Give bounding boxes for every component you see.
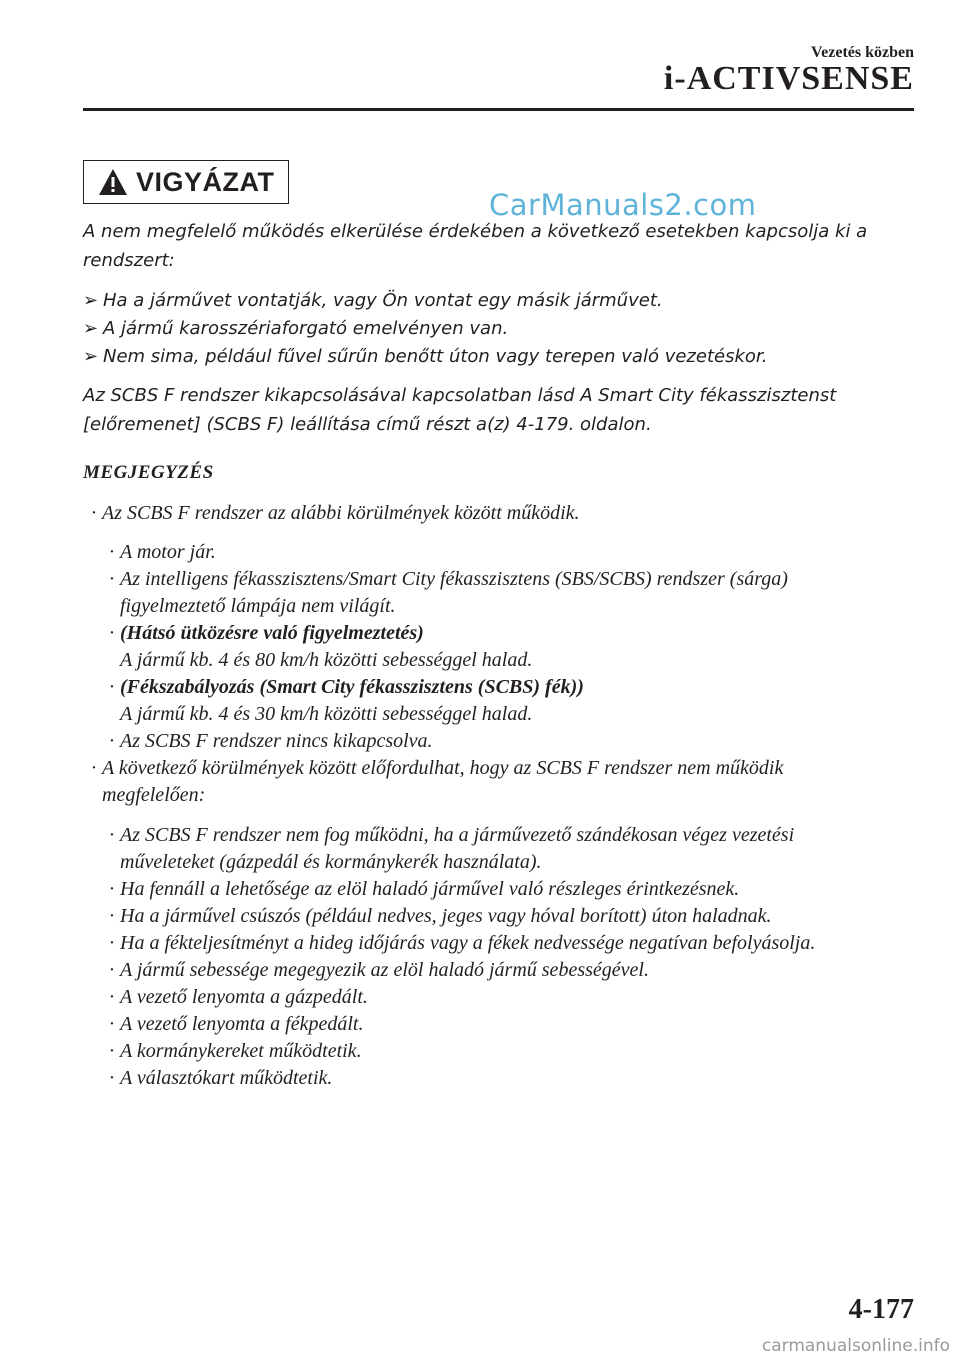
bullet-dot-icon: · (108, 730, 116, 752)
bullet-dot-icon: · (108, 905, 116, 927)
note-item-continuation: megfelelően: (102, 784, 206, 806)
note-item: · A következő körülmények között előfordulhat, hogy az SCBS F rendszer nem működik (86, 755, 783, 782)
caution-label: VIGYÁZAT (136, 166, 275, 197)
bullet-dot-icon: · (90, 502, 98, 524)
arrow-icon: ➢ (83, 290, 99, 311)
bullet-dot-icon: · (108, 986, 116, 1008)
bullet-dot-icon: · (108, 824, 116, 846)
note-subitem: · Ha fennáll a lehetősége az elöl haladó járművel való részleges érintkezésnek. (104, 876, 739, 903)
warning-intro-line1: A nem megfelelő működés elkerülése érdekében a következő esetekben kapcsolja ki a (83, 221, 868, 242)
note-heading: MEGJEGYZÉS (83, 462, 214, 483)
note-subitem-continuation: figyelmeztető lámpája nem világít. (120, 595, 396, 617)
bullet-dot-icon: · (108, 1067, 116, 1089)
warning-bullet: ➢ Ha a járművet vontatják, vagy Ön vontat egy másik járművet. (83, 287, 663, 315)
bullet-dot-icon: · (108, 1040, 116, 1062)
note-subitem: · Ha a járművel csúszós (például nedves, jeges vagy hóval borított) úton haladnak. (104, 903, 772, 930)
note-subitem: · Az intelligens fékasszisztens/Smart City fékasszisztens (SBS/SCBS) rendszer (sárga) (104, 566, 788, 593)
caution-box (83, 160, 289, 204)
arrow-icon: ➢ (83, 346, 99, 367)
bullet-dot-icon: · (108, 959, 116, 981)
bullet-dot-icon: · (108, 932, 116, 954)
note-subitem: · A vezető lenyomta a fékpedált. (104, 1011, 363, 1038)
bullet-dot-icon: · (108, 878, 116, 900)
note-subitem: · A választókart működtetik. (104, 1065, 332, 1092)
watermark: CarManuals2.com (489, 188, 757, 222)
footer-watermark: carmanualsonline.info (761, 1336, 950, 1356)
bullet-dot-icon: · (90, 757, 98, 779)
warning-bullet: ➢ Nem sima, például fűvel sűrűn benőtt úton vagy terepen való vezetéskor. (83, 343, 767, 371)
note-subitem: · Az SCBS F rendszer nem fog működni, ha a járművezető szándékosan végez vezetési (104, 822, 794, 849)
header-rule (83, 108, 914, 111)
note-subitem-continuation: A jármű kb. 4 és 30 km/h közötti sebességgel halad. (120, 703, 533, 725)
bullet-dot-icon: · (108, 622, 116, 644)
arrow-icon: ➢ (83, 318, 99, 339)
header-title: i-ACTIVSENSE (663, 60, 914, 97)
note-subitem: · A jármű sebessége megegyezik az elöl haladó jármű sebességével. (104, 957, 649, 984)
note-subitem: · Ha a fékteljesítményt a hideg időjárás vagy a fékek nedvessége negatívan befolyásolja. (104, 930, 815, 957)
note-subitem: · (Fékszabályozás (Smart City fékasszisztens (SCBS) fék)) (104, 674, 584, 701)
note-subitem: · A kormánykereket működtetik. (104, 1038, 362, 1065)
bullet-dot-icon: · (108, 568, 116, 590)
bullet-dot-icon: · (108, 1013, 116, 1035)
warning-bullet: ➢ A jármű karosszériaforgató emelvényen van. (83, 315, 508, 343)
note-item: · Az SCBS F rendszer az alábbi körülmények között működik. (86, 500, 580, 527)
warning-triangle-icon (98, 168, 128, 196)
note-subitem: · A vezető lenyomta a gázpedált. (104, 984, 368, 1011)
note-subitem: · Az SCBS F rendszer nincs kikapcsolva. (104, 728, 433, 755)
page-number: 4-177 (848, 1294, 914, 1325)
note-subitem: · (Hátsó ütközésre való figyelmeztetés) (104, 620, 424, 647)
bullet-dot-icon: · (108, 541, 116, 563)
note-subitem: · A motor jár. (104, 539, 216, 566)
header-section: Vezetés közben (811, 44, 914, 61)
warning-intro-line2: rendszert: (83, 250, 175, 271)
warning-reference-line2: [előremenet] (SCBS F) leállítása című részt a(z) 4-179. oldalon. (83, 414, 652, 435)
note-subitem-continuation: A jármű kb. 4 és 80 km/h közötti sebességgel halad. (120, 649, 533, 671)
note-subitem-continuation: műveleteket (gázpedál és kormánykerék használata). (120, 851, 542, 873)
warning-reference-line1: Az SCBS F rendszer kikapcsolásával kapcsolatban lásd A Smart City fékasszisztenst (83, 385, 837, 406)
bullet-dot-icon: · (108, 676, 116, 698)
